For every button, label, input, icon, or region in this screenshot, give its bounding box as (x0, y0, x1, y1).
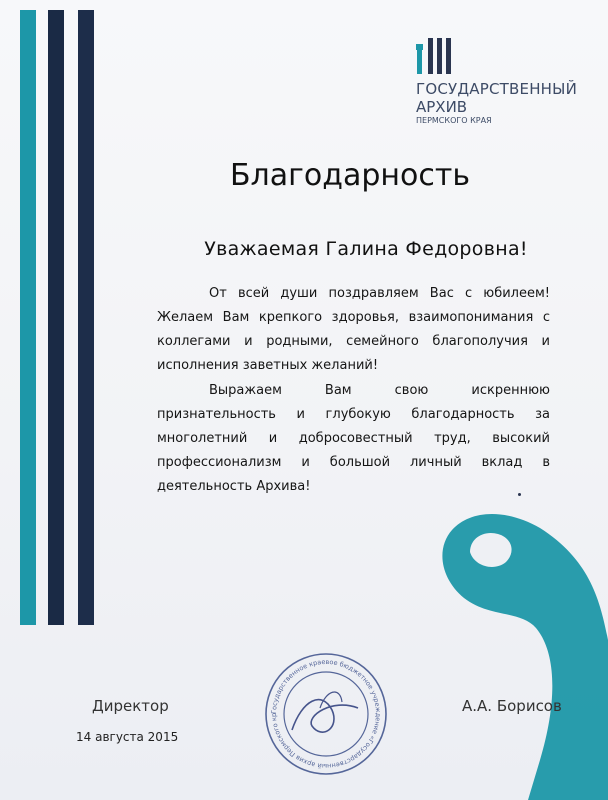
archive-logo-icon (414, 36, 454, 76)
director-title: Директор (92, 697, 169, 715)
logo-line-1: ГОСУДАРСТВЕННЫЙ (416, 80, 578, 98)
greeting: Уважаемая Галина Федоровна! (204, 238, 528, 260)
document-title: Благодарность (229, 158, 471, 193)
logo-line-2: АРХИВ (416, 98, 468, 116)
official-stamp (262, 650, 390, 778)
signer-name: А.А. Борисов (462, 697, 562, 715)
paragraph-gratitude: Выражаем Вам свою искреннюю признательность и глубокую благодарность за многолетний и добросовестный труд, высокий профессионализм и большой личный вклад в деятельность Архива! (157, 383, 550, 494)
paragraph-congratulations: От всей души поздравляем Вас с юбилеем! Желаем Вам крепкого здоровья, взаимопонимания с коллегами и родными, семейного благополучия и исполнения заветных желаний! (157, 286, 550, 373)
svg-text:Государственное краевое бюджет: Государственное краевое бюджетное учреждение «Государственный архив Пермского кр (269, 657, 383, 771)
archive-logo (414, 36, 594, 128)
document-date: 14 августа 2015 (76, 730, 179, 744)
logo-line-3: ПЕРМСКОГО КРАЯ (416, 116, 492, 125)
ink-dot (518, 493, 521, 496)
